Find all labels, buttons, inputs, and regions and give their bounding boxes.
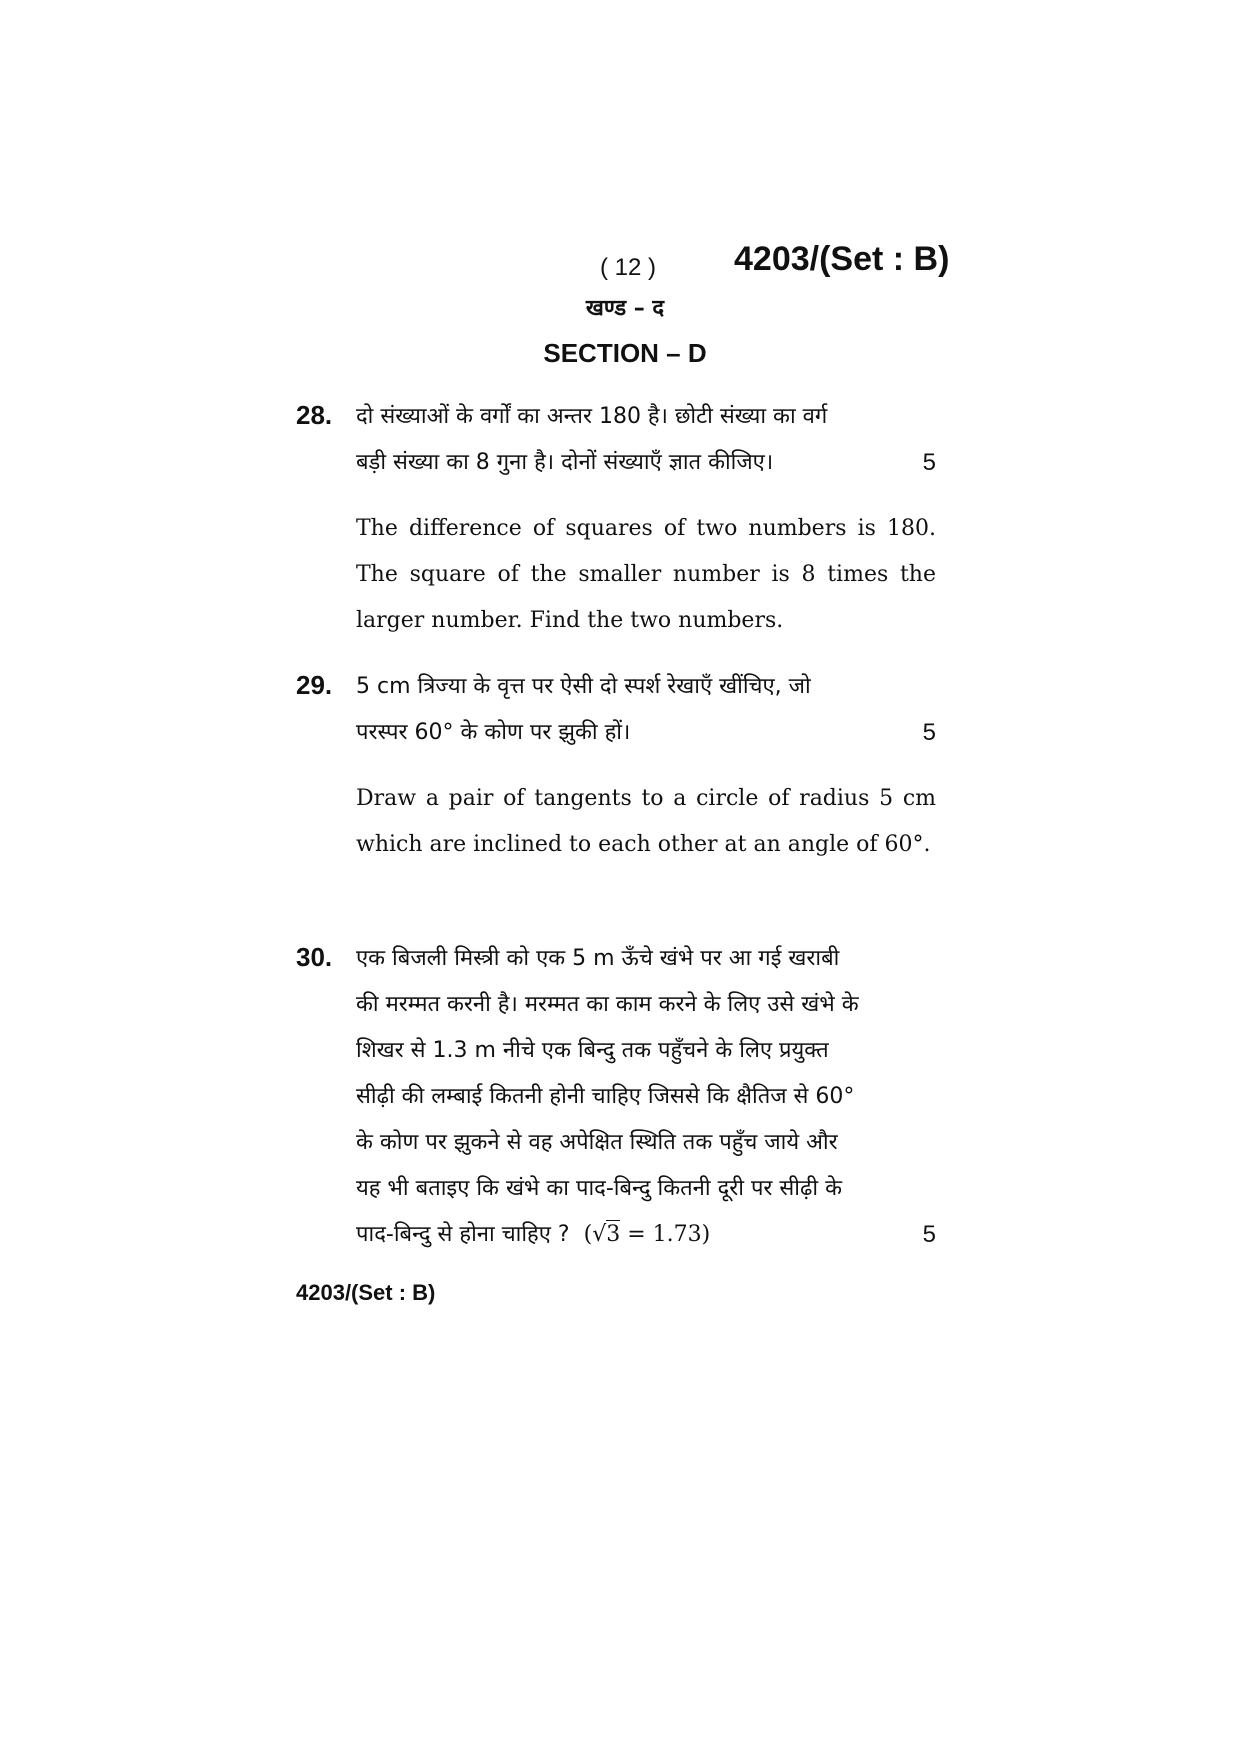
hindi-text: एक बिजली मिस्त्री को एक 5 m ऊँचे खंभे पर आ गई खराबी xyxy=(356,946,840,971)
hindi-line xyxy=(356,446,936,492)
page-number: ( 12 ) xyxy=(600,254,657,281)
marks: 5 xyxy=(922,1221,936,1248)
hindi-line xyxy=(356,1218,936,1264)
question-number: 28. xyxy=(296,400,333,430)
section-title-english: SECTION – D xyxy=(543,338,707,368)
formula-open: ( xyxy=(583,1222,593,1247)
hindi-text: 5 cm त्रिज्या के वृत्त पर ऐसी दो स्पर्श रेखाएँ खींचिए, जो xyxy=(356,674,811,699)
hindi-text: शिखर से 1.3 m नीचे एक बिन्दु तक पहुँचने के लिए प्रयुक्त xyxy=(356,1038,829,1063)
footer-paper-code: 4203/(Set : B) xyxy=(296,1280,436,1305)
question-body xyxy=(356,942,936,1264)
question-body xyxy=(356,670,936,868)
sqrt-formula xyxy=(577,1220,711,1247)
hindi-text: सीढ़ी की लम्बाई कितनी होनी चाहिए जिससे कि क्षैतिज से 60° xyxy=(356,1084,855,1109)
hindi-text: परस्पर 60° के कोण पर झुकी हों। xyxy=(356,720,631,745)
hindi-line xyxy=(356,988,936,1034)
question-number: 30. xyxy=(296,942,333,972)
hindi-line xyxy=(356,1172,936,1218)
hindi-text-with-formula xyxy=(356,1218,710,1264)
hindi-text: यह भी बताइए कि खंभे का पाद-बिन्दु कितनी दूरी पर सीढ़ी के xyxy=(356,1176,842,1201)
question-number: 29. xyxy=(296,670,333,700)
question-body xyxy=(356,400,936,644)
paper-code: 4203/(Set : B) xyxy=(734,240,950,278)
sqrt-icon: √ xyxy=(592,1222,607,1247)
english-text: Draw a pair of tangents to a circle of radius 5 cm which are inclined to each other at an angle of 60°. xyxy=(356,786,936,857)
hindi-line xyxy=(356,716,936,762)
hindi-text: बड़ी संख्या का 8 गुना है। दोनों संख्याएँ ज्ञात कीजिए। xyxy=(356,450,774,475)
hindi-line xyxy=(356,942,936,988)
hindi-text: पाद-बिन्दु से होना चाहिए ? xyxy=(356,1222,570,1247)
hindi-line xyxy=(356,1126,936,1172)
hindi-text: की मरम्मत करनी है। मरम्मत का काम करने के लिए उसे खंभे के xyxy=(356,992,859,1017)
marks: 5 xyxy=(922,719,936,746)
hindi-line xyxy=(356,670,936,716)
marks: 5 xyxy=(922,449,936,476)
hindi-line xyxy=(356,1080,936,1126)
hindi-text: दो संख्याओं के वर्गों का अन्तर 180 है। छोटी संख्या का वर्ग xyxy=(356,404,828,429)
section-title-hindi: खण्ड – द xyxy=(585,296,665,321)
formula-radicand: 3 xyxy=(606,1222,621,1247)
english-text: The difference of squares of two numbers is 180. The square of the smaller number is 8 times the larger number. Find the two numbers. xyxy=(356,516,936,633)
hindi-line xyxy=(356,1034,936,1080)
hindi-line xyxy=(356,400,936,446)
page-header xyxy=(0,240,1240,300)
formula-rest: = 1.73) xyxy=(620,1222,711,1247)
hindi-text: के कोण पर झुकने से वह अपेक्षित स्थिति तक पहुँच जाये और xyxy=(356,1130,838,1155)
